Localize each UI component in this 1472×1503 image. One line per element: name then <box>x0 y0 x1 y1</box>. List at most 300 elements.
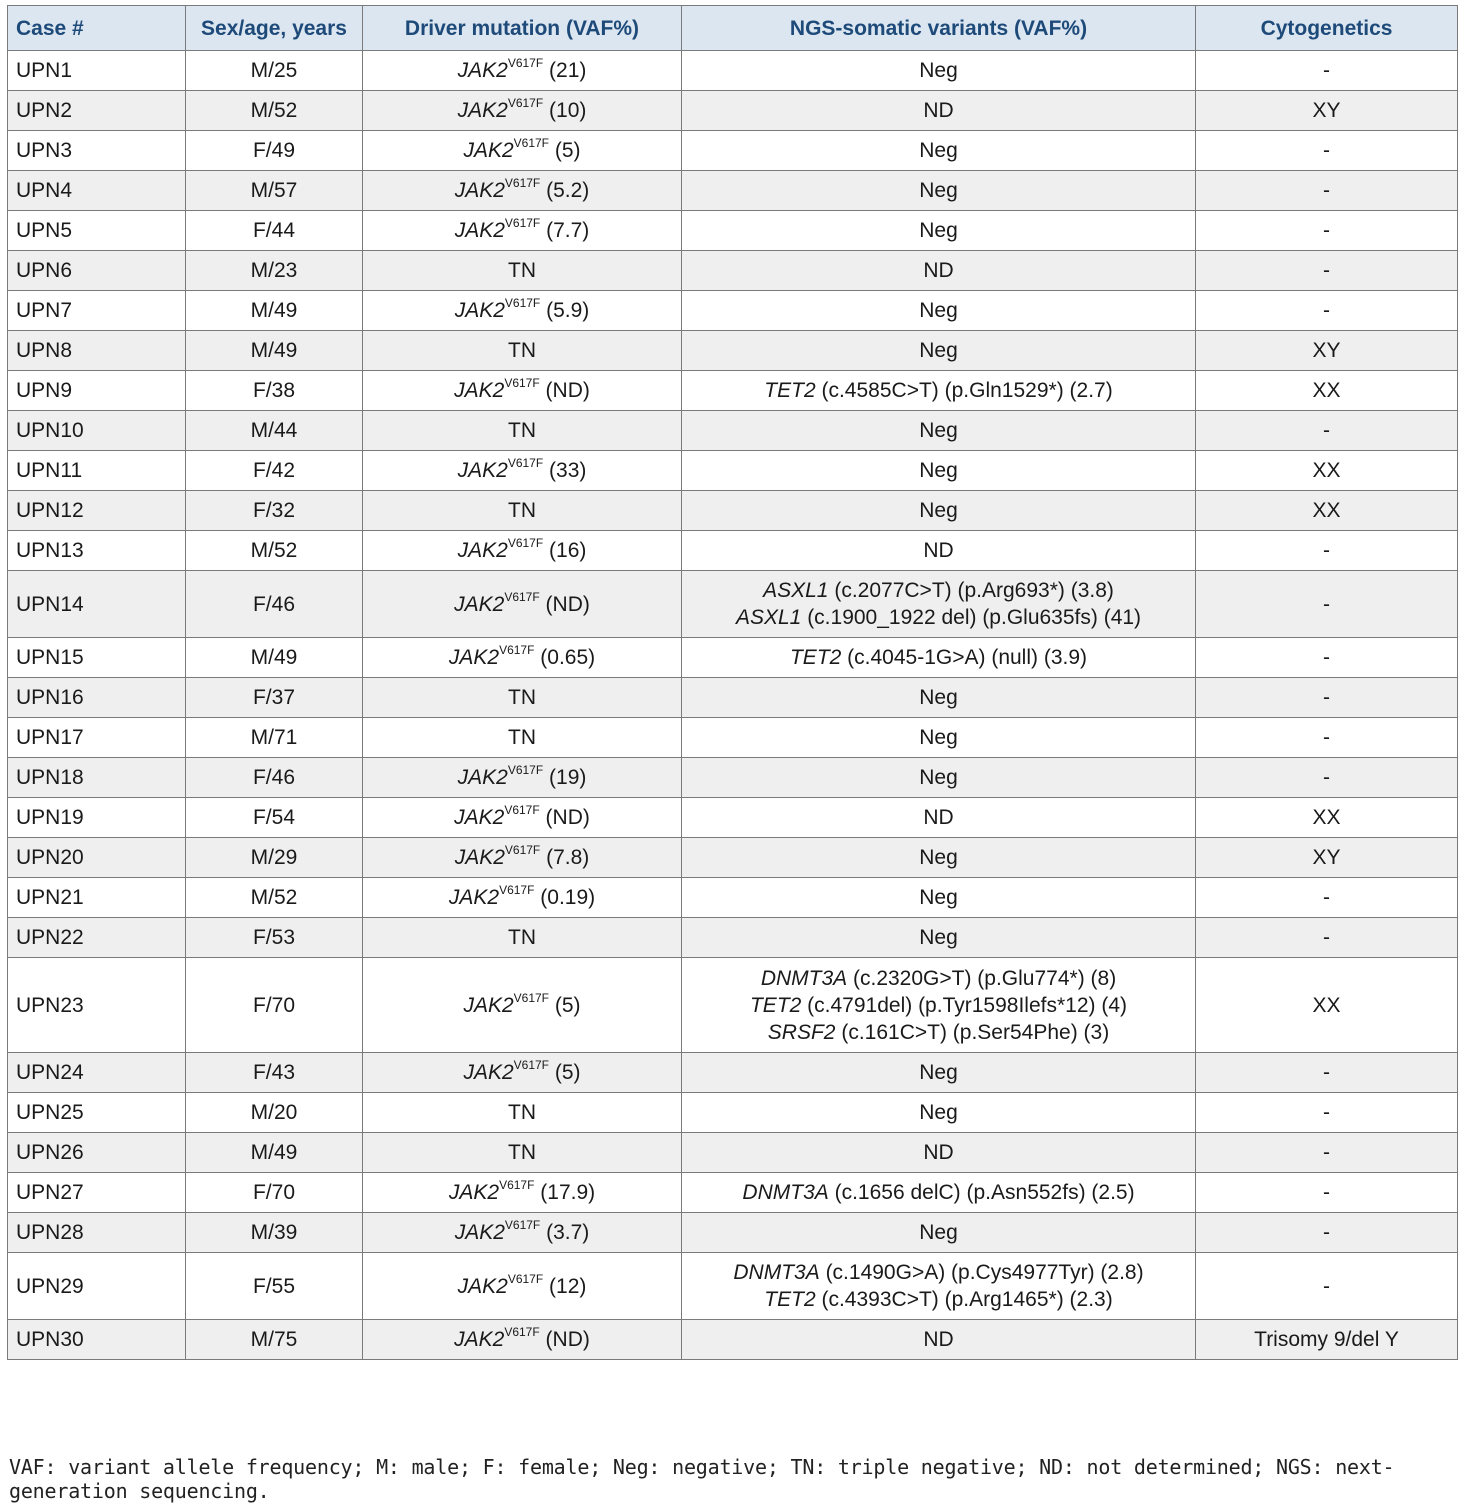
case-cell: UPN2 <box>8 91 186 131</box>
case-cell: UPN22 <box>8 918 186 958</box>
vaf-value: (12) <box>549 1274 587 1298</box>
sex-age-cell: M/49 <box>186 1133 363 1173</box>
variant-line: Neg <box>919 499 958 522</box>
data-table <box>7 5 1458 1360</box>
table-row <box>8 638 1458 678</box>
case-cell: UPN17 <box>8 718 186 758</box>
ngs-variants-cell <box>682 571 1196 638</box>
sex-age-cell: M/39 <box>186 1213 363 1253</box>
gene-name: ASXL1 <box>763 579 829 602</box>
case-cell: UPN29 <box>8 1253 186 1320</box>
case-cell: UPN14 <box>8 571 186 638</box>
variant-line <box>690 604 1187 631</box>
case-cell: UPN8 <box>8 331 186 371</box>
gene-name: JAK2 <box>454 299 505 322</box>
cytogenetics-cell: XX <box>1196 371 1458 411</box>
cytogenetics-cell: - <box>1196 571 1458 638</box>
cytogenetics-cell: - <box>1196 211 1458 251</box>
case-cell: UPN28 <box>8 1213 186 1253</box>
driver-mutation-cell <box>363 758 682 798</box>
variant-line <box>690 1259 1187 1286</box>
table-row <box>8 758 1458 798</box>
driver-mutation-cell <box>363 1213 682 1253</box>
sex-age-cell: F/44 <box>186 211 363 251</box>
cytogenetics-cell: - <box>1196 1213 1458 1253</box>
mutation-superscript: V617F <box>504 216 541 230</box>
table-row <box>8 838 1458 878</box>
gene-name: JAK2 <box>457 766 508 789</box>
driver-mutation-cell <box>363 131 682 171</box>
ngs-variants-cell <box>682 531 1196 571</box>
gene-name: ASXL1 <box>735 606 802 629</box>
sex-age-cell: F/37 <box>186 678 363 718</box>
sex-age-cell: M/52 <box>186 531 363 571</box>
vaf-value: (5) <box>554 1061 581 1084</box>
case-cell: UPN11 <box>8 451 186 491</box>
sex-age-cell: M/52 <box>186 878 363 918</box>
variant-line <box>690 377 1187 404</box>
mutation-superscript: V617F <box>499 883 535 897</box>
sex-age-cell: F/54 <box>186 798 363 838</box>
cytogenetics-cell: - <box>1196 171 1458 211</box>
case-cell: UPN16 <box>8 678 186 718</box>
table-footnote: VAF: variant allele frequency; M: male; F: female; Neg: negative; TN: triple negative; ND: not determined; NGS: next-generation sequencing. <box>9 1455 1395 1503</box>
sex-age-cell: M/71 <box>186 718 363 758</box>
vaf-value: (7.8) <box>546 846 590 869</box>
cytogenetics-cell: - <box>1196 411 1458 451</box>
sex-age-cell: M/75 <box>186 1320 363 1360</box>
sex-age-cell: F/38 <box>186 371 363 411</box>
variant-detail: (c.2320G>T) (p.Glu774*) (8) <box>853 966 1117 990</box>
variant-line: Neg <box>919 726 958 749</box>
ngs-variants-cell <box>682 51 1196 91</box>
driver-mutation-cell: TN <box>363 251 682 291</box>
driver-mutation-cell <box>363 531 682 571</box>
case-cell: UPN9 <box>8 371 186 411</box>
cytogenetics-cell: - <box>1196 251 1458 291</box>
gene-name: JAK2 <box>448 1181 500 1204</box>
driver-mutation-cell <box>363 51 682 91</box>
cytogenetics-cell: XX <box>1196 958 1458 1053</box>
ngs-variants-cell <box>682 131 1196 171</box>
vaf-value: (17.9) <box>540 1181 596 1204</box>
ngs-variants-cell <box>682 1253 1196 1320</box>
gene-name: JAK2 <box>454 1328 505 1351</box>
cytogenetics-cell: - <box>1196 1173 1458 1213</box>
cytogenetics-cell: - <box>1196 758 1458 798</box>
driver-mutation-cell <box>363 171 682 211</box>
variant-detail: (c.2077C>T) (p.Arg693*) (3.8) <box>834 579 1114 602</box>
ngs-variants-cell <box>682 371 1196 411</box>
variant-line: Neg <box>919 686 958 709</box>
cytogenetics-cell: Trisomy 9/del Y <box>1196 1320 1458 1360</box>
sex-age-cell: F/42 <box>186 451 363 491</box>
variant-line: Neg <box>919 59 958 82</box>
ngs-variants-cell <box>682 411 1196 451</box>
cytogenetics-cell: - <box>1196 638 1458 678</box>
variant-line: Neg <box>919 139 958 162</box>
table-row <box>8 1253 1458 1320</box>
ngs-variants-cell <box>682 291 1196 331</box>
cytogenetics-cell: XY <box>1196 838 1458 878</box>
gene-name: TET2 <box>749 993 802 1017</box>
driver-mutation-cell <box>363 838 682 878</box>
driver-mutation-cell: TN <box>363 718 682 758</box>
gene-name: JAK2 <box>457 59 508 82</box>
mutation-superscript: V617F <box>504 176 541 190</box>
case-cell: UPN15 <box>8 638 186 678</box>
sex-age-cell: M/49 <box>186 291 363 331</box>
vaf-value: (33) <box>549 459 587 482</box>
table-row <box>8 1053 1458 1093</box>
vaf-value: (ND) <box>545 806 590 829</box>
case-cell: UPN19 <box>8 798 186 838</box>
sex-age-cell: M/25 <box>186 51 363 91</box>
driver-mutation-cell: TN <box>363 1093 682 1133</box>
cytogenetics-cell: XY <box>1196 331 1458 371</box>
sex-age-cell: M/29 <box>186 838 363 878</box>
driver-mutation-cell <box>363 291 682 331</box>
variant-detail: (c.4791del) (p.Tyr1598Ilefs*12) (4) <box>807 993 1127 1017</box>
ngs-variants-cell <box>682 758 1196 798</box>
ngs-variants-cell <box>682 1213 1196 1253</box>
mutation-superscript: V617F <box>507 56 544 70</box>
sex-age-cell: F/49 <box>186 131 363 171</box>
driver-mutation-cell: TN <box>363 678 682 718</box>
ngs-variants-cell <box>682 638 1196 678</box>
driver-mutation-cell <box>363 91 682 131</box>
cytogenetics-cell: - <box>1196 918 1458 958</box>
header-ngs-variants: NGS-somatic variants (VAF%) <box>682 6 1196 51</box>
ngs-variants-cell <box>682 1053 1196 1093</box>
cytogenetics-cell: XY <box>1196 91 1458 131</box>
driver-mutation-cell <box>363 371 682 411</box>
cytogenetics-cell: - <box>1196 291 1458 331</box>
driver-mutation-cell: TN <box>363 1133 682 1173</box>
case-cell: UPN3 <box>8 131 186 171</box>
case-cell: UPN5 <box>8 211 186 251</box>
gene-name: JAK2 <box>457 539 508 562</box>
variant-line <box>690 644 1187 671</box>
case-cell: UPN26 <box>8 1133 186 1173</box>
variant-line: Neg <box>919 299 958 322</box>
gene-name: JAK2 <box>454 806 505 829</box>
driver-mutation-cell <box>363 571 682 638</box>
gene-name: JAK2 <box>463 1061 514 1084</box>
variant-line: ND <box>923 99 954 122</box>
gene-name: JAK2 <box>463 139 514 162</box>
case-cell: UPN27 <box>8 1173 186 1213</box>
cytogenetics-cell: XX <box>1196 451 1458 491</box>
variant-line: Neg <box>919 846 958 869</box>
mutation-superscript: V617F <box>507 763 544 777</box>
table-row <box>8 798 1458 838</box>
ngs-variants-cell <box>682 798 1196 838</box>
variant-line: Neg <box>919 1061 958 1084</box>
mutation-superscript: V617F <box>504 843 541 857</box>
gene-name: SRSF2 <box>767 1020 836 1044</box>
case-cell: UPN21 <box>8 878 186 918</box>
variant-line <box>690 1179 1187 1206</box>
cytogenetics-cell: - <box>1196 1133 1458 1173</box>
case-cell: UPN6 <box>8 251 186 291</box>
variant-line: ND <box>923 806 954 829</box>
vaf-value: (5.2) <box>546 179 590 202</box>
vaf-value: (5) <box>554 993 581 1017</box>
ngs-variants-cell <box>682 1133 1196 1173</box>
cytogenetics-cell: XX <box>1196 491 1458 531</box>
cytogenetics-cell: - <box>1196 1093 1458 1133</box>
ngs-variants-cell <box>682 451 1196 491</box>
table-row <box>8 491 1458 531</box>
vaf-value: (19) <box>549 766 587 789</box>
gene-name: JAK2 <box>457 459 508 482</box>
table-row <box>8 918 1458 958</box>
ngs-variants-cell <box>682 491 1196 531</box>
vaf-value: (0.19) <box>540 886 596 909</box>
case-cell: UPN4 <box>8 171 186 211</box>
table-row <box>8 958 1458 1053</box>
table-row <box>8 1213 1458 1253</box>
gene-name: DNMT3A <box>760 966 848 990</box>
sex-age-cell: M/49 <box>186 331 363 371</box>
driver-mutation-cell <box>363 211 682 251</box>
table-row <box>8 878 1458 918</box>
header-case: Case # <box>8 6 186 51</box>
table-row <box>8 531 1458 571</box>
mutation-superscript: V617F <box>504 296 541 310</box>
cytogenetics-cell: - <box>1196 51 1458 91</box>
table-body <box>8 51 1458 1360</box>
table-row <box>8 718 1458 758</box>
header-row <box>8 6 1458 51</box>
gene-name: TET2 <box>764 1288 816 1311</box>
mutation-superscript: V617F <box>507 1271 544 1286</box>
vaf-value: (ND) <box>545 379 590 402</box>
ngs-variants-cell <box>682 878 1196 918</box>
mutation-superscript: V617F <box>504 803 540 817</box>
case-cell: UPN13 <box>8 531 186 571</box>
ngs-variants-cell <box>682 1093 1196 1133</box>
gene-name: JAK2 <box>454 1221 505 1244</box>
gene-name: DNMT3A <box>742 1181 829 1204</box>
vaf-value: (5.9) <box>546 299 590 322</box>
sex-age-cell: F/70 <box>186 958 363 1053</box>
header-sex-age: Sex/age, years <box>186 6 363 51</box>
sex-age-cell: M/20 <box>186 1093 363 1133</box>
table-row <box>8 451 1458 491</box>
ngs-variants-cell <box>682 331 1196 371</box>
variant-line: Neg <box>919 419 958 442</box>
mutation-superscript: V617F <box>513 1058 550 1072</box>
variant-line: ND <box>923 539 954 562</box>
cytogenetics-cell: - <box>1196 1053 1458 1093</box>
sex-age-cell: F/46 <box>186 758 363 798</box>
sex-age-cell: F/43 <box>186 1053 363 1093</box>
driver-mutation-cell <box>363 798 682 838</box>
gene-name: DNMT3A <box>733 1261 820 1284</box>
vaf-value: (ND) <box>545 1328 590 1351</box>
gene-name: JAK2 <box>454 219 505 242</box>
driver-mutation-cell: TN <box>363 411 682 451</box>
vaf-value: (0.65) <box>540 646 596 669</box>
table-row <box>8 291 1458 331</box>
variant-line: ND <box>923 1328 954 1351</box>
table-row <box>8 1093 1458 1133</box>
variant-line <box>690 577 1187 604</box>
case-cell: UPN30 <box>8 1320 186 1360</box>
ngs-variants-cell <box>682 838 1196 878</box>
gene-name: JAK2 <box>457 99 508 122</box>
variant-line: Neg <box>919 766 958 789</box>
driver-mutation-cell <box>363 958 682 1053</box>
mutation-superscript: V617F <box>513 136 550 150</box>
driver-mutation-cell <box>363 1320 682 1360</box>
driver-mutation-cell <box>363 1253 682 1320</box>
sex-age-cell: F/70 <box>186 1173 363 1213</box>
table-row <box>8 1320 1458 1360</box>
driver-mutation-cell <box>363 878 682 918</box>
table-row <box>8 91 1458 131</box>
driver-mutation-cell: TN <box>363 918 682 958</box>
table-row <box>8 51 1458 91</box>
variant-line: Neg <box>919 886 958 909</box>
sex-age-cell: M/52 <box>186 91 363 131</box>
variant-line: Neg <box>919 219 958 242</box>
variant-detail: (c.161C>T) (p.Ser54Phe) (3) <box>841 1020 1110 1044</box>
ngs-variants-cell <box>682 91 1196 131</box>
vaf-value: (5) <box>554 139 581 162</box>
table-row <box>8 171 1458 211</box>
driver-mutation-cell <box>363 1053 682 1093</box>
case-cell: UPN20 <box>8 838 186 878</box>
vaf-value: (7.7) <box>546 219 590 242</box>
table-row <box>8 251 1458 291</box>
mutation-superscript: V617F <box>504 589 540 604</box>
sex-age-cell: M/49 <box>186 638 363 678</box>
table-row <box>8 131 1458 171</box>
variant-detail: (c.4393C>T) (p.Arg1465*) (2.3) <box>821 1288 1113 1311</box>
ngs-variants-cell <box>682 918 1196 958</box>
mutation-superscript: V617F <box>507 96 544 110</box>
sex-age-cell: M/57 <box>186 171 363 211</box>
table-row <box>8 371 1458 411</box>
sex-age-cell: F/55 <box>186 1253 363 1320</box>
vaf-value: (3.7) <box>546 1221 590 1244</box>
gene-name: JAK2 <box>454 846 505 869</box>
variant-line: Neg <box>919 1101 958 1124</box>
gene-name: JAK2 <box>454 592 505 616</box>
variant-line: Neg <box>919 1221 958 1244</box>
cytogenetics-cell: - <box>1196 131 1458 171</box>
gene-name: JAK2 <box>454 379 505 402</box>
case-cell: UPN7 <box>8 291 186 331</box>
ngs-variants-cell <box>682 958 1196 1053</box>
table-row <box>8 331 1458 371</box>
driver-mutation-cell: TN <box>363 491 682 531</box>
ngs-variants-cell <box>682 678 1196 718</box>
variant-line: ND <box>923 259 954 282</box>
mutation-superscript: V617F <box>504 376 540 390</box>
vaf-value: (21) <box>549 59 587 82</box>
variant-line: Neg <box>919 179 958 202</box>
header-cytogenetics: Cytogenetics <box>1196 6 1458 51</box>
cytogenetics-cell: - <box>1196 718 1458 758</box>
variant-detail: (c.1656 delC) (p.Asn552fs) (2.5) <box>834 1181 1135 1204</box>
header-driver-mutation: Driver mutation (VAF%) <box>363 6 682 51</box>
gene-name: JAK2 <box>463 993 514 1017</box>
gene-name: JAK2 <box>457 1274 508 1298</box>
ngs-variants-cell <box>682 171 1196 211</box>
variant-line <box>690 992 1187 1019</box>
cytogenetics-cell: - <box>1196 678 1458 718</box>
driver-mutation-cell <box>363 638 682 678</box>
table-row <box>8 411 1458 451</box>
case-cell: UPN23 <box>8 958 186 1053</box>
vaf-value: (16) <box>549 539 587 562</box>
mutation-superscript: V617F <box>513 990 550 1005</box>
ngs-variants-cell <box>682 1320 1196 1360</box>
gene-name: JAK2 <box>454 179 505 202</box>
mutation-superscript: V617F <box>499 1178 535 1192</box>
ngs-variants-cell <box>682 251 1196 291</box>
mutation-superscript: V617F <box>499 643 535 657</box>
variant-detail: (c.4045-1G>A) (null) (3.9) <box>847 646 1088 669</box>
variant-line <box>690 1019 1187 1046</box>
sex-age-cell: M/44 <box>186 411 363 451</box>
case-cell: UPN12 <box>8 491 186 531</box>
vaf-value: (ND) <box>545 592 590 616</box>
variant-line: Neg <box>919 926 958 949</box>
case-cell: UPN18 <box>8 758 186 798</box>
gene-name: JAK2 <box>448 886 500 909</box>
mutation-superscript: V617F <box>507 456 544 470</box>
case-cell: UPN25 <box>8 1093 186 1133</box>
driver-mutation-cell <box>363 1173 682 1213</box>
gene-name: JAK2 <box>448 646 500 669</box>
cytogenetics-cell: XX <box>1196 798 1458 838</box>
variant-line: Neg <box>919 339 958 362</box>
table-row <box>8 1133 1458 1173</box>
table-row <box>8 1173 1458 1213</box>
case-cell: UPN1 <box>8 51 186 91</box>
variant-detail: (c.4585C>T) (p.Gln1529*) (2.7) <box>821 379 1113 402</box>
case-cell: UPN24 <box>8 1053 186 1093</box>
gene-name: TET2 <box>789 646 842 669</box>
mutation-superscript: V617F <box>504 1325 540 1339</box>
variant-line: Neg <box>919 459 958 482</box>
cytogenetics-cell: - <box>1196 878 1458 918</box>
ngs-variants-cell <box>682 211 1196 251</box>
table-row <box>8 571 1458 638</box>
sex-age-cell: M/23 <box>186 251 363 291</box>
cytogenetics-cell: - <box>1196 1253 1458 1320</box>
driver-mutation-cell <box>363 451 682 491</box>
variant-line <box>690 965 1187 992</box>
driver-mutation-cell: TN <box>363 331 682 371</box>
mutation-superscript: V617F <box>507 536 544 550</box>
case-cell: UPN10 <box>8 411 186 451</box>
variant-line: ND <box>923 1141 954 1164</box>
ngs-variants-cell <box>682 1173 1196 1213</box>
sex-age-cell: F/53 <box>186 918 363 958</box>
vaf-value: (10) <box>549 99 587 122</box>
gene-name: TET2 <box>764 379 816 402</box>
table-row <box>8 678 1458 718</box>
variant-detail: (c.1900_1922 del) (p.Glu635fs) (41) <box>807 606 1142 629</box>
variant-line <box>690 1286 1187 1313</box>
sex-age-cell: F/32 <box>186 491 363 531</box>
